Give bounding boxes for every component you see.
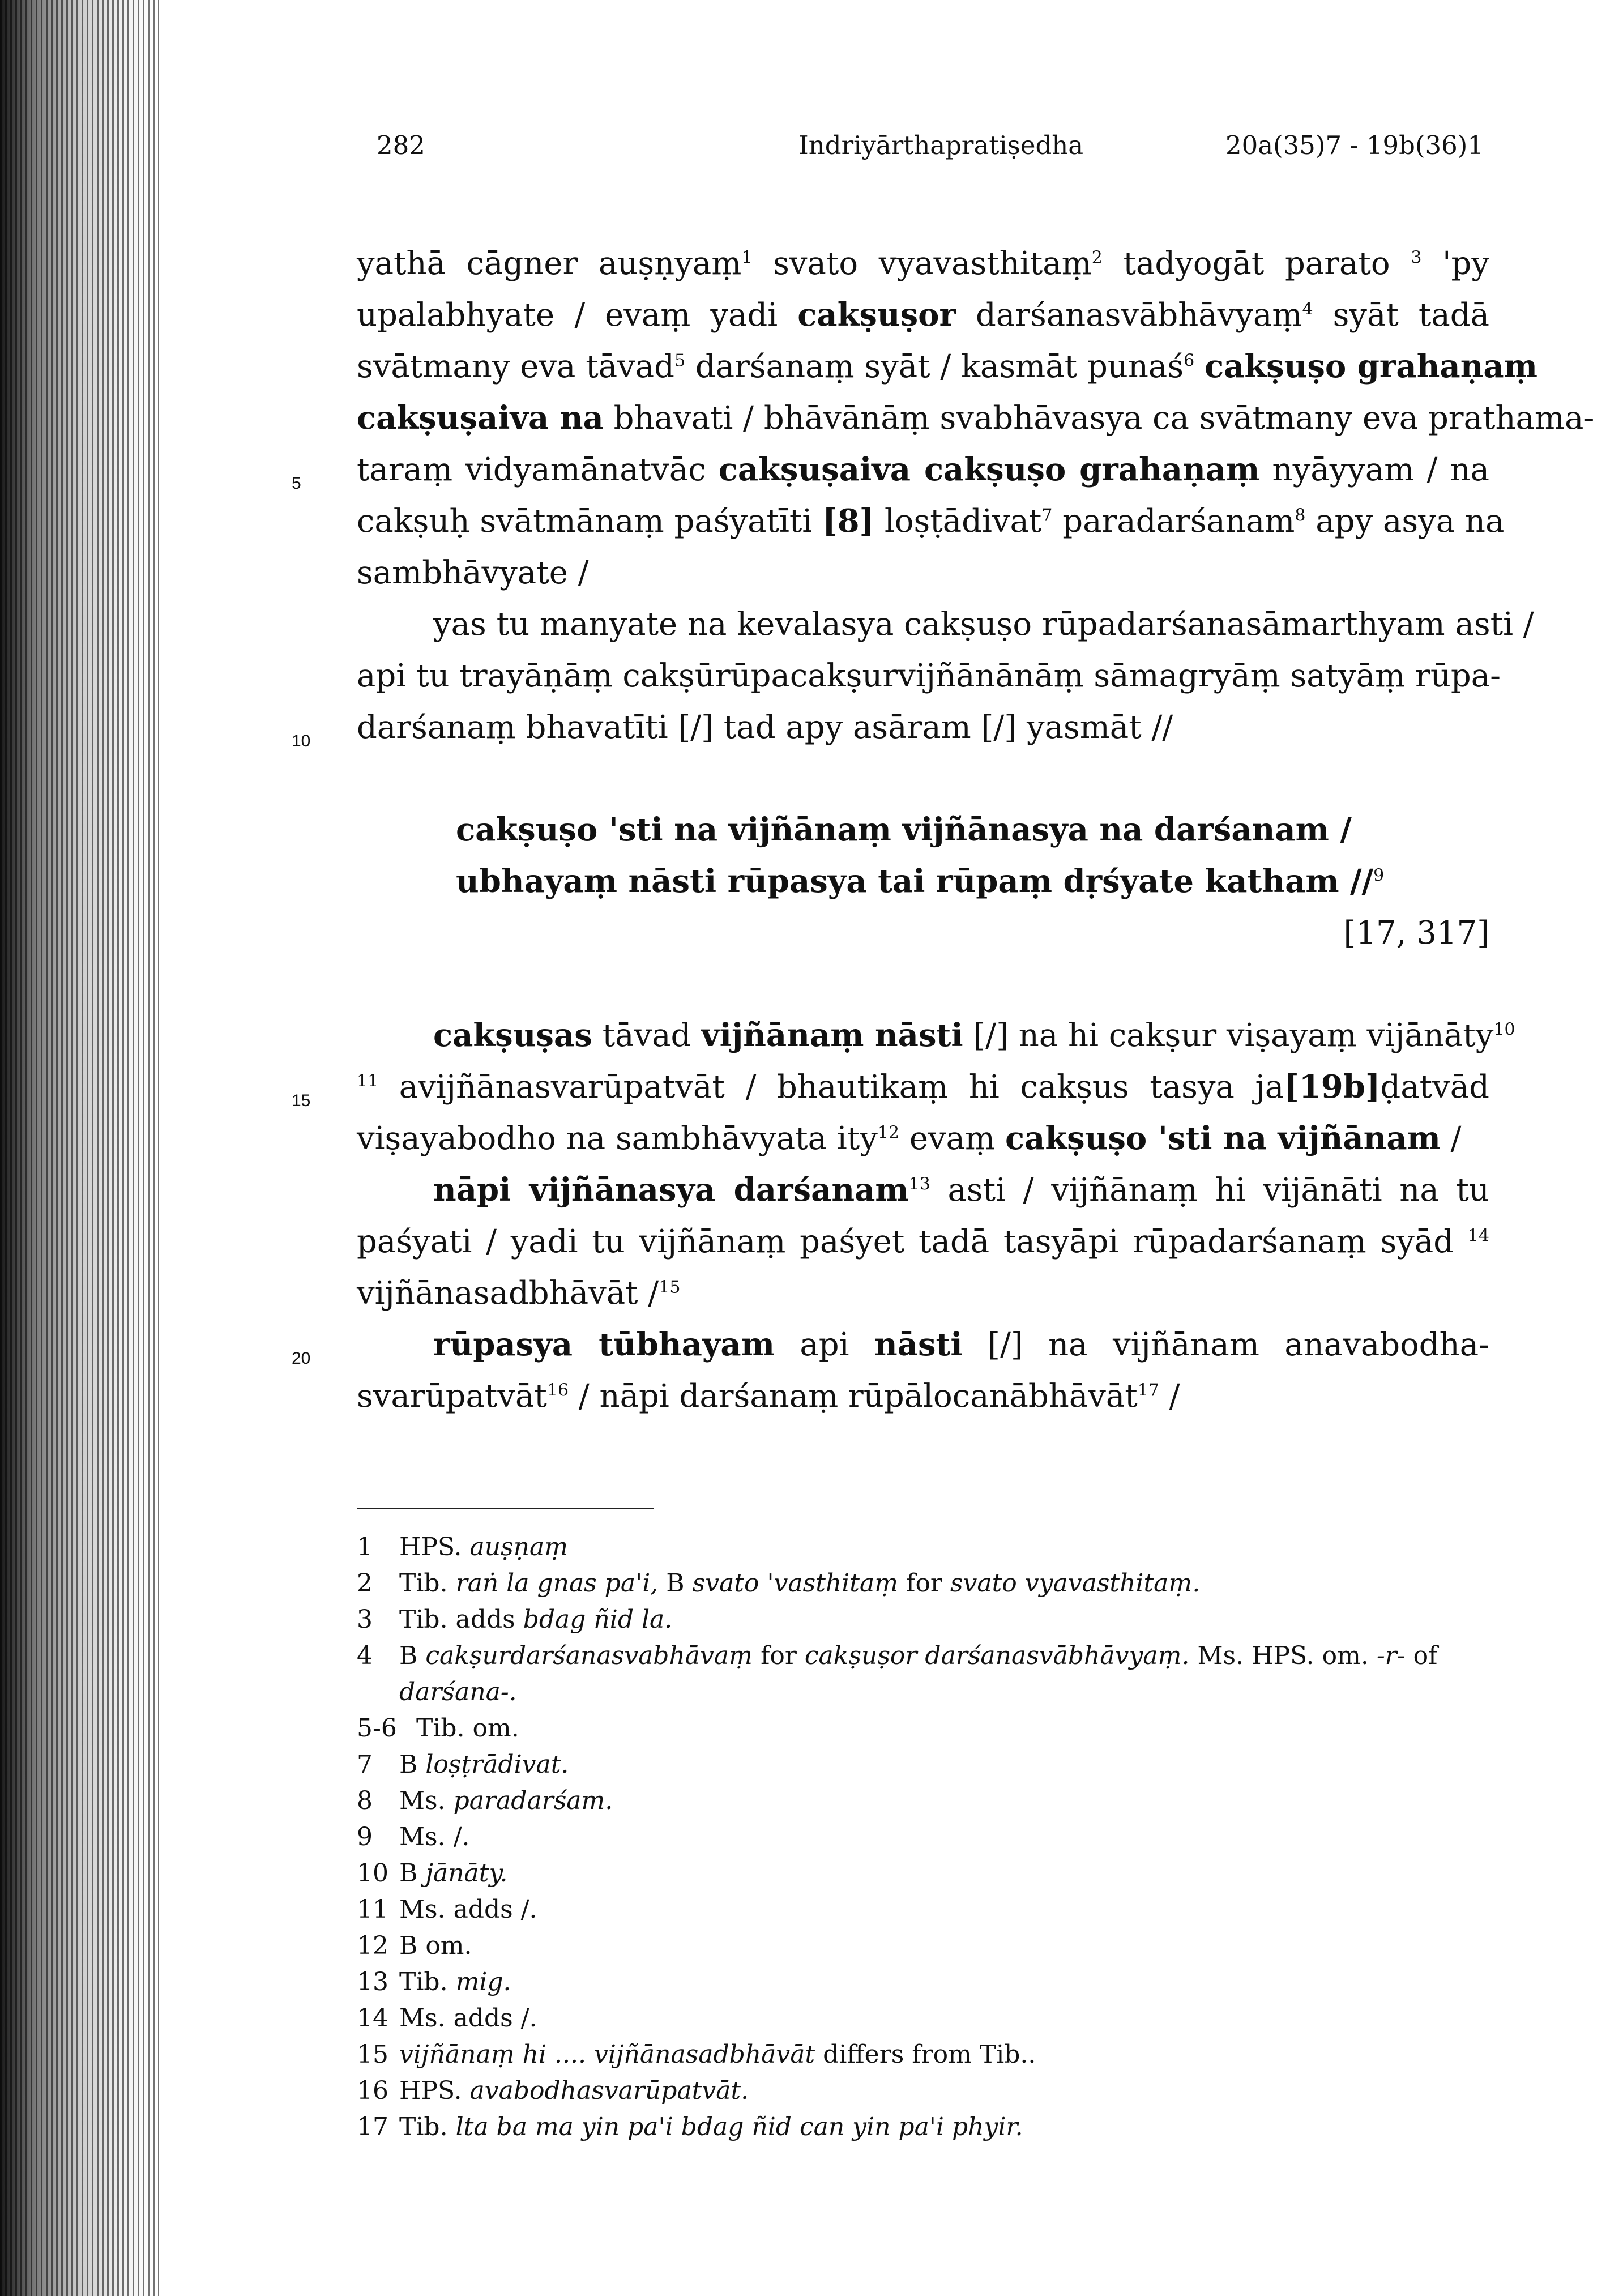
text-line: sambhāvyate / (357, 554, 589, 591)
footnote-text: jānāty. (425, 1859, 508, 1888)
footnote-number: 15 (357, 2040, 388, 2069)
footnote-text: Tib. adds (399, 1605, 523, 1634)
footnote-text: svato vyavasthitaṃ. (950, 1569, 1201, 1598)
footnote-text: lta ba ma yin pa'i bdag ñid can yin pa'i phyir. (455, 2113, 1023, 2141)
footnote-number: 2 (357, 1569, 373, 1598)
footnote-number: 11 (357, 1895, 388, 1924)
footnote (357, 1602, 1489, 1638)
line-number: 15 (292, 1091, 311, 1110)
footnote (357, 1565, 1489, 1602)
footnote-text: svato 'vasthitaṃ (692, 1569, 899, 1598)
text-line: svarūpatvāt$^{16}$ / nāpi darśanaṃ rūpālocanābhāvāt$^{17}$ / (357, 1378, 1180, 1415)
footnote-number: 4 (357, 1641, 373, 1670)
text-line: viṣayabodho na sambhāvyata ity$^{12}$ evaṃ cakṣuṣo 'sti na vijñānam / (357, 1120, 1462, 1157)
line-number: 10 (292, 732, 311, 750)
main-text (292, 238, 1595, 1422)
footnote-continuation (357, 1674, 1489, 1710)
line-number: 20 (292, 1349, 311, 1368)
footnote (357, 2073, 1489, 2109)
footnote (357, 2000, 1489, 2037)
verse-line: ubhayaṃ nāsti rūpasya tai rūpaṃ dṛśyate katham //$^9$ (456, 863, 1385, 900)
footnote-text: -r- (1376, 1641, 1406, 1670)
running-title: Indriyārthapratiṣedha (798, 130, 1084, 160)
footnote-text: B (399, 1750, 426, 1779)
text-line: svātmany eva tāvad$^5$ darśanaṃ syāt / kasmāt punaś$^6$ cakṣuṣo grahaṇaṃ (357, 348, 1537, 385)
text-line: cakṣuḥ svātmānaṃ paśyatīti [8] loṣṭādivat$^7$ paradarśanam$^8$ apy asya na (357, 502, 1505, 540)
footnote-rule (357, 1508, 654, 1509)
footnote (357, 1747, 1489, 1783)
footnote-number: 16 (357, 2076, 388, 2105)
footnote-text: HPS. (399, 2076, 470, 2105)
footnote (357, 1710, 1489, 1747)
text-line: api tu trayāṇāṃ cakṣūrūpacakṣurvijñānānāṃ sāmagryāṃ satyāṃ rūpa- (357, 658, 1501, 694)
footnote-number: 9 (357, 1823, 373, 1851)
footnote-text: for (898, 1569, 950, 1598)
verse-block (357, 804, 1489, 959)
footnote-text: Ms. adds /. (399, 1895, 537, 1924)
footnote-text: bdag ñid la. (523, 1605, 673, 1634)
text-line: 5 taraṃ vidyamānatvāc cakṣuṣaiva cakṣuṣo grahaṇaṃ nyāyyam / na (357, 444, 1489, 496)
footnote (357, 1964, 1489, 2000)
text-line: cakṣuṣas tāvad vijñānaṃ nāsti [/] na hi cakṣur viṣayaṃ vijānāty$^{10}$ (433, 1017, 1515, 1054)
footnote-text: darśana-. (399, 1678, 517, 1706)
footnote-text: Tib. om. (416, 1714, 519, 1743)
text-line: 20 rūpasya tūbhayam api nāsti [/] na vijñānam anavabodha- (357, 1319, 1489, 1371)
footnote-text: auṣṇaṃ (469, 1533, 569, 1561)
footnote (357, 2037, 1489, 2073)
footnote-number: 17 (357, 2113, 388, 2141)
footnotes (357, 1529, 1489, 2145)
page-number: 282 (377, 130, 425, 160)
footnote (357, 1928, 1489, 1964)
text-line: 10 darśanaṃ bhavatīti [/] tad apy asāram [/] yasmāt // (357, 702, 1489, 753)
footnote-text: Tib. (399, 2113, 456, 2141)
footnote-number: 14 (357, 2004, 388, 2033)
footnote (357, 1783, 1489, 1819)
footnote-number: 7 (357, 1750, 373, 1779)
footnote (357, 1892, 1489, 1928)
footnote-number: 12 (357, 1931, 388, 1960)
footnote-text: raṅ la gnas pa'i, (455, 1569, 659, 1598)
footnote-number: 3 (357, 1605, 373, 1634)
text-line: nāpi vijñānasya darśanam$^{13}$ asti / vijñānaṃ hi vijānāti na tu (433, 1171, 1490, 1209)
footnote-number: 10 (357, 1859, 388, 1888)
footnote-text: loṣṭrādivat. (425, 1750, 569, 1779)
footnote-text: paradarśam. (453, 1786, 613, 1815)
footnote (357, 1819, 1489, 1855)
footnote-number: 13 (357, 1968, 388, 1996)
footnote-text: for (753, 1641, 805, 1670)
footnote-text: Ms. HPS. om. (1189, 1641, 1377, 1670)
footnote-text: avabodhasvarūpatvāt. (469, 2076, 749, 2105)
footnote-number: 5-6 (357, 1714, 397, 1743)
footnote (357, 1529, 1489, 1565)
footnote-text: cakṣurdarśanasvabhāvaṃ (425, 1641, 753, 1670)
footnote-text: B (399, 1859, 426, 1888)
footnote-text: Ms. adds /. (399, 2004, 537, 2033)
footnote-text: of (1405, 1641, 1438, 1670)
footnote (357, 1638, 1489, 1674)
footnote-text: B om. (399, 1931, 472, 1960)
text-line: cakṣuṣaiva na bhavati / bhāvānāṃ svabhāvasya ca svātmany eva prathama- (357, 399, 1595, 437)
verse-reference: [17, 317] (1343, 915, 1489, 951)
footnote-text: HPS. (399, 1533, 470, 1561)
footnote-text: mig. (455, 1968, 511, 1996)
text-line: yas tu manyate na kevalasya cakṣuṣo rūpadarśanasāmarthyam asti / (433, 606, 1534, 643)
footnote-text: Ms. (399, 1786, 454, 1815)
text-line: paśyati / yadi tu vijñānaṃ paśyet tadā tasyāpi rūpadarśanaṃ syād $^{14}$ (357, 1223, 1489, 1260)
footnote-text: vijñānaṃ hi .... vijñānasadbhāvāt (399, 2040, 815, 2069)
text-line: upalabhyate / evaṃ yadi cakṣuṣor darśanasvābhāvyaṃ$^4$ syāt tadā (357, 296, 1489, 334)
running-header (377, 126, 1484, 165)
text-line: yathā cāgner auṣṇyaṃ$^1$ svato vyavasthitaṃ$^2$ tadyogāt parato $^3$ 'py (357, 245, 1489, 282)
footnote-text: Ms. /. (399, 1823, 470, 1851)
folio-reference: 20a(35)7 - 19b(36)1 (1225, 130, 1484, 160)
line-number: 5 (292, 474, 301, 493)
footnote-number: 8 (357, 1786, 373, 1815)
footnote-text: cakṣuṣor darśanasvābhāvyaṃ. (804, 1641, 1190, 1670)
footnote-number: 1 (357, 1533, 373, 1561)
footnote-text: Tib. (399, 1569, 456, 1598)
footnote-text: differs from Tib.. (815, 2040, 1036, 2069)
footnote-text: Tib. (399, 1968, 456, 1996)
footnote (357, 2109, 1489, 2145)
book-spine-gutter (0, 0, 159, 2296)
verse-line: cakṣuṣo 'sti na vijñānaṃ vijñānasya na darśanam / (456, 811, 1352, 848)
footnote (357, 1855, 1489, 1892)
text-line: vijñānasadbhāvāt /$^{15}$ (357, 1275, 681, 1312)
footnote-text: B (658, 1569, 693, 1598)
text-line: 15 $^{11}$ avijñānasvarūpatvāt / bhautikaṃ hi cakṣus tasya ja[19b]ḍatvād (357, 1061, 1489, 1113)
footnote-text: B (399, 1641, 426, 1670)
